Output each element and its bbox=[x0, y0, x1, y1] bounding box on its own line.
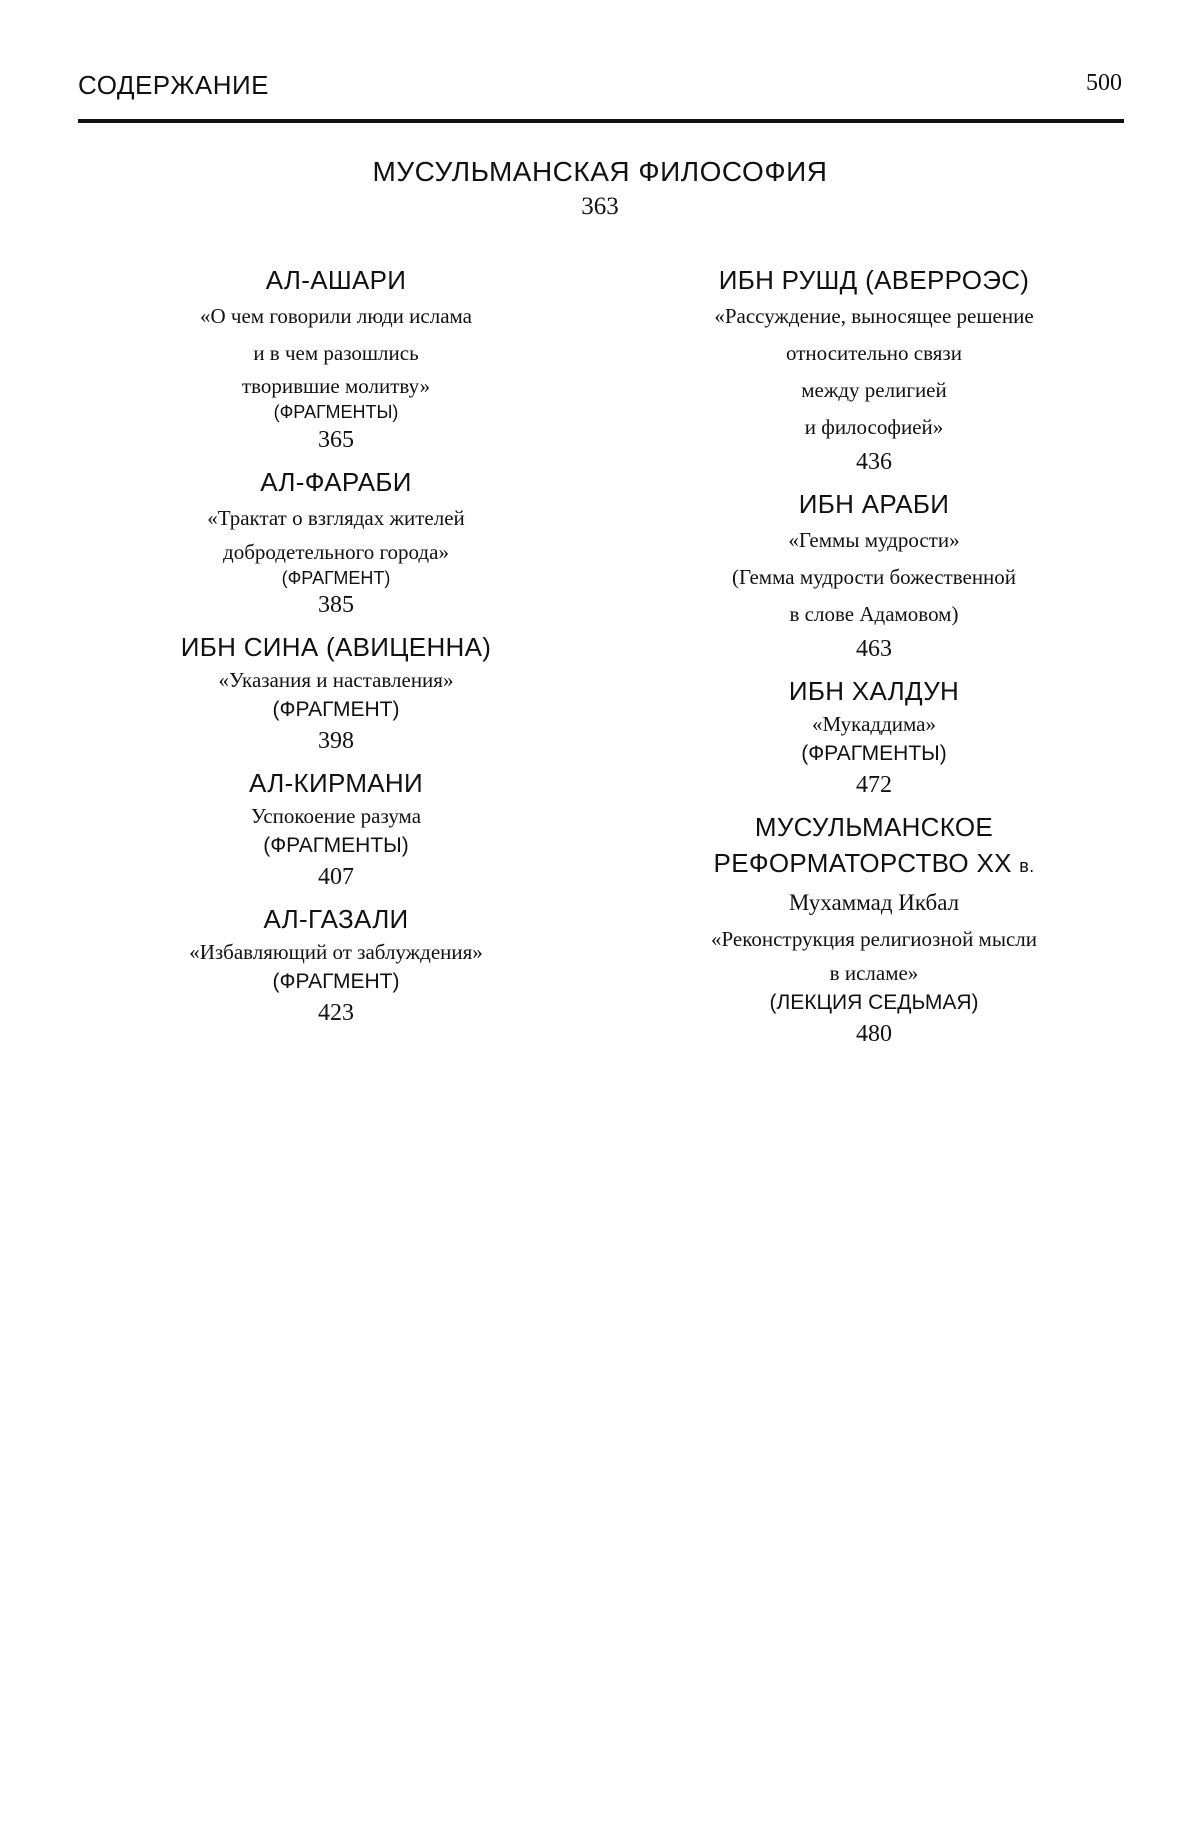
entry-page-number: 385 bbox=[318, 592, 354, 618]
entry-work-line: «Рассуждение, выносящее решение bbox=[714, 304, 1034, 328]
page-number: 500 bbox=[1086, 70, 1122, 96]
subsection-heading bbox=[654, 845, 1094, 884]
entry-author: АЛ-КИРМАНИ bbox=[249, 768, 423, 798]
header-rule bbox=[78, 119, 1124, 123]
entry-author: ИБН РУШД (АВЕРРОЭС) bbox=[718, 265, 1030, 295]
entry-work-line: и философией» bbox=[804, 415, 944, 439]
entry-author: ИБН АРАБИ bbox=[798, 489, 950, 519]
toc-entry-ghazali bbox=[116, 901, 556, 1029]
entry-note: (ФРАГМЕНТЫ) bbox=[263, 834, 409, 857]
entry-note: (ФРАГМЕНТ) bbox=[272, 970, 400, 993]
toc-entry-reform bbox=[654, 809, 1094, 1050]
entry-work-line: и в чем разошлись bbox=[253, 341, 419, 365]
entry-note: (ФРАГМЕНТЫ) bbox=[801, 742, 947, 765]
subsection-heading-suffix: в. bbox=[1019, 856, 1035, 876]
section-title: МУСУЛЬМАНСКАЯ ФИЛОСОФИЯ bbox=[372, 156, 828, 187]
subsection-heading-text: РЕФОРМАТОРСТВО XX bbox=[713, 848, 1012, 878]
entry-author: АЛ-ГАЗАЛИ bbox=[263, 904, 409, 934]
entry-note: (ФРАГМЕНТ) bbox=[281, 568, 391, 588]
entry-work-line: творившие молитву» bbox=[241, 374, 431, 398]
entry-author: ИБН ХАЛДУН bbox=[788, 676, 960, 706]
toc-entry-ibn-rushd bbox=[654, 262, 1094, 478]
entry-work-line: «Избавляющий от заблуждения» bbox=[189, 940, 483, 964]
entry-work-line: в слове Адамовом) bbox=[789, 602, 959, 626]
toc-entry-farabi bbox=[116, 464, 556, 621]
entry-work-line: между религией bbox=[801, 378, 947, 402]
toc-left-column bbox=[116, 262, 556, 1037]
entry-work-line: относительно связи bbox=[786, 341, 962, 365]
section-heading bbox=[0, 155, 1200, 225]
toc-right-column bbox=[654, 262, 1094, 1058]
entry-page-number: 407 bbox=[318, 864, 354, 890]
running-title: СОДЕРЖАНИЕ bbox=[78, 70, 270, 100]
entry-page-number: 398 bbox=[318, 728, 354, 754]
entry-page-number: 436 bbox=[856, 449, 892, 475]
toc-entry-ibn-sina bbox=[116, 629, 556, 757]
subsection-heading: МУСУЛЬМАНСКОЕ bbox=[754, 812, 994, 842]
entry-author: ИБН СИНА (АВИЦЕННА) bbox=[180, 632, 492, 662]
toc-entry-ibn-khaldun bbox=[654, 673, 1094, 801]
entry-note: (ФРАГМЕНТЫ) bbox=[273, 402, 399, 422]
entry-page-number: 480 bbox=[856, 1021, 892, 1047]
entry-author: АЛ-ФАРАБИ bbox=[260, 467, 412, 497]
section-page-number: 363 bbox=[581, 193, 619, 220]
toc-entry-ibn-arabi bbox=[654, 486, 1094, 665]
entry-page-number: 463 bbox=[856, 636, 892, 662]
entry-work-line: добродетельного города» bbox=[223, 540, 449, 564]
entry-work-line: Успокоение разума bbox=[250, 804, 422, 828]
toc-entry-kirmani bbox=[116, 765, 556, 893]
entry-work-line: «Реконструкция религиозной мысли bbox=[710, 927, 1037, 951]
entry-work-line: «Мукаддима» bbox=[812, 712, 936, 736]
entry-work-line: «Указания и наставления» bbox=[218, 668, 454, 692]
entry-work-line: (Гемма мудрости божественной bbox=[731, 565, 1017, 589]
entry-note: (ЛЕКЦИЯ СЕДЬМАЯ) bbox=[769, 991, 979, 1014]
entry-note: (ФРАГМЕНТ) bbox=[272, 698, 400, 721]
entry-page-number: 423 bbox=[318, 1000, 354, 1026]
entry-work-line: «Трактат о взглядах жителей bbox=[207, 506, 465, 530]
entry-work-line: в исламе» bbox=[829, 961, 919, 985]
entry-author: АЛ-АШАРИ bbox=[265, 265, 407, 295]
running-header bbox=[78, 70, 1122, 110]
entry-page-number: 365 bbox=[318, 427, 354, 453]
entry-work-line: «О чем говорили люди ислама bbox=[199, 304, 472, 328]
entry-author: Мухаммад Икбал bbox=[788, 890, 960, 915]
entry-work-line: «Геммы мудрости» bbox=[788, 528, 960, 552]
toc-entry-ashari bbox=[116, 262, 556, 456]
entry-page-number: 472 bbox=[856, 772, 892, 798]
